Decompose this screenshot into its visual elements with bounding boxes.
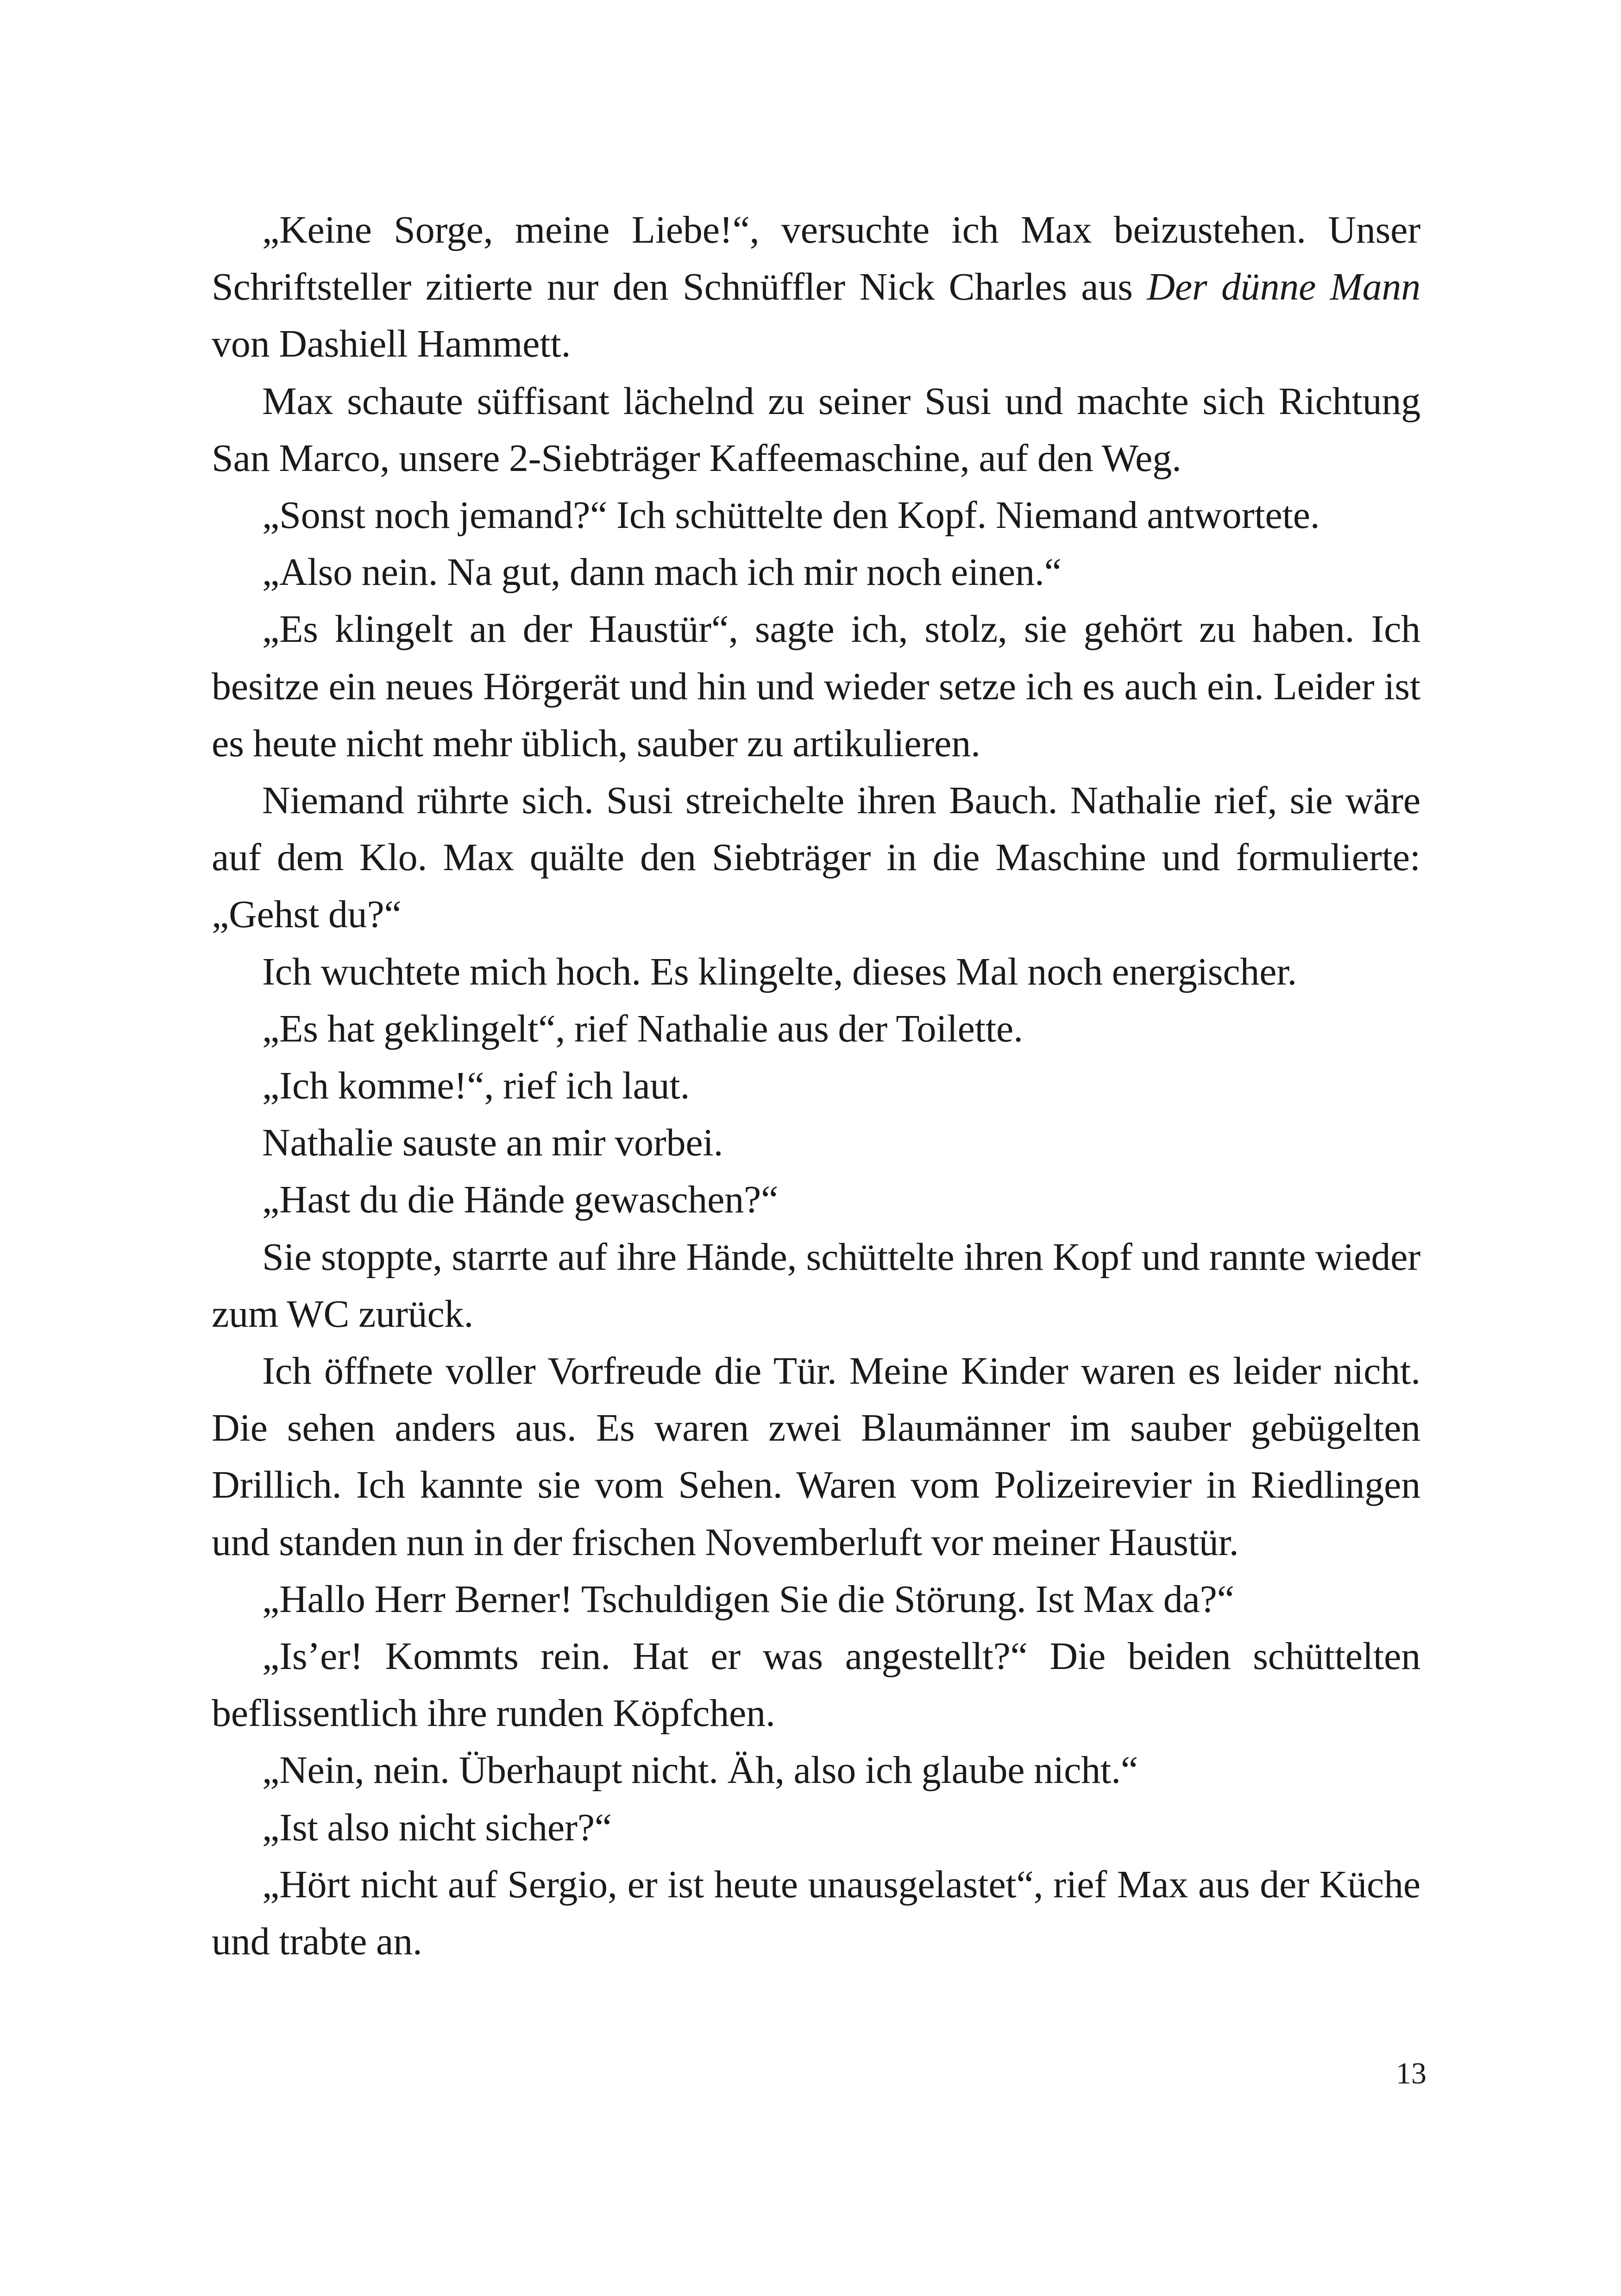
paragraph-6: Niemand rührte sich. Susi streichelte ihren Bauch. Nathalie rief, sie wäre auf dem Klo. Max quälte den Siebträger in die Maschine und formulierte: „Gehst du?“ xyxy=(212,779,1420,936)
paragraph-14: „Hallo Herr Berner! Tschuldigen Sie die Störung. Ist Max da?“ xyxy=(262,1577,1234,1621)
paragraph-2: Max schaute süffisant lächelnd zu seiner Susi und machte sich Richtung San Marco, unsere 2-Siebträger Kaffeemaschine, auf den Weg. xyxy=(212,379,1420,480)
book-title-italic: Der dünne Mann xyxy=(1147,265,1420,309)
paragraph-12: Sie stoppte, starrte auf ihre Hände, schüttelte ihren Kopf und rannte wieder zum WC zurück. xyxy=(212,1235,1420,1336)
body-text xyxy=(212,201,1420,1970)
paragraph-7: Ich wuchtete mich hoch. Es klingelte, dieses Mal noch energischer. xyxy=(262,950,1297,993)
paragraph-17: „Ist also nicht sicher?“ xyxy=(262,1806,612,1849)
page-number: 13 xyxy=(1396,2057,1426,2090)
paragraph-1 xyxy=(212,201,1420,373)
paragraph-5: „Es klingelt an der Haustür“, sagte ich, stolz, sie gehört zu haben. Ich besitze ein neues Hörgerät und hin und wieder setze ich es auch ein. Leider ist es heute nicht mehr üblich, sauber zu artikulieren. xyxy=(212,608,1420,765)
paragraph-13: Ich öffnete voller Vorfreude die Tür. Meine Kinder waren es leider nicht. Die sehen anders aus. Es waren zwei Blaumänner im sauber gebügelten Drillich. Ich kannte sie vom Sehen. Waren vom Polizeirevier in Riedlingen und standen nun in der frischen Novemberluft vor meiner Haustür. xyxy=(212,1349,1420,1564)
paragraph-3: „Sonst noch jemand?“ Ich schüttelte den Kopf. Niemand antwortete. xyxy=(262,494,1320,537)
paragraph-4: „Also nein. Na gut, dann mach ich mir noch einen.“ xyxy=(262,551,1062,594)
paragraph-11: „Hast du die Hände gewaschen?“ xyxy=(262,1178,779,1222)
paragraph-16: „Nein, nein. Überhaupt nicht. Äh, also ich glaube nicht.“ xyxy=(262,1749,1138,1792)
paragraph-1-text-end: von Dashiell Hammett. xyxy=(212,322,571,366)
paragraph-8: „Es hat geklingelt“, rief Nathalie aus der Toilette. xyxy=(262,1007,1023,1050)
paragraph-10: Nathalie sauste an mir vorbei. xyxy=(262,1121,723,1165)
paragraph-15: „Is’er! Kommts rein. Hat er was angestellt?“ Die beiden schüttelten beflissentlich ihre runden Köpfchen. xyxy=(212,1635,1420,1735)
paragraph-9: „Ich komme!“, rief ich laut. xyxy=(262,1064,690,1108)
paragraph-1-text-start: „Keine Sorge, meine Liebe!“, versuchte ich Max beizustehen. Unser Schriftsteller zitierte nur den Schnüffler Nick Charles aus xyxy=(212,208,1420,309)
paragraph-18: „Hört nicht auf Sergio, er ist heute unausgelastet“, rief Max aus der Küche und trabte an. xyxy=(212,1863,1420,1964)
